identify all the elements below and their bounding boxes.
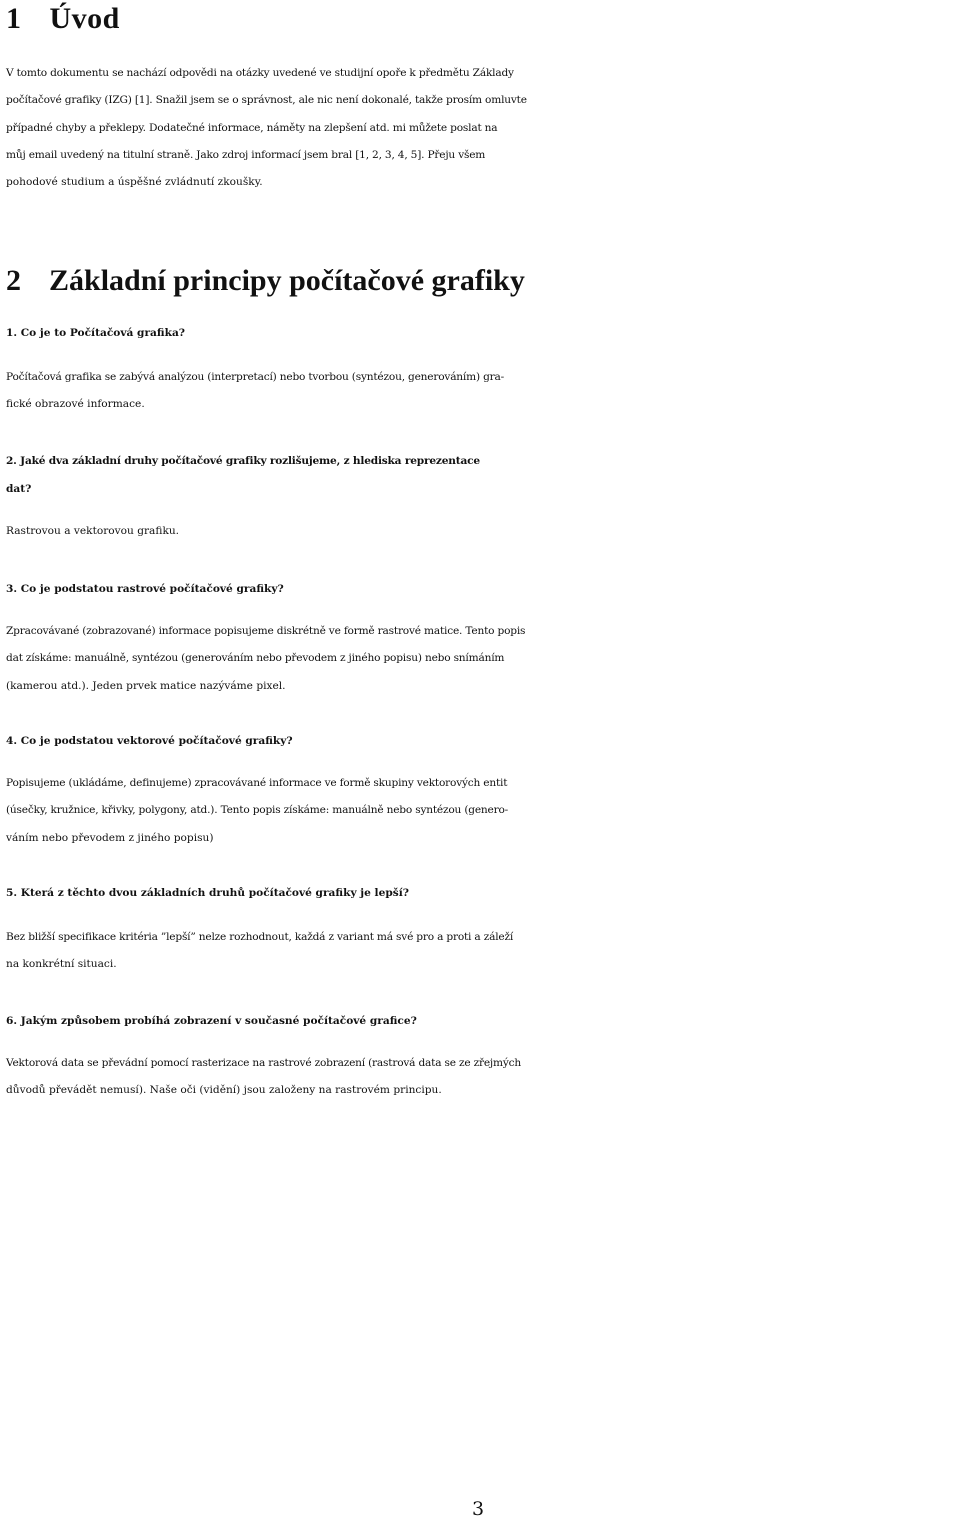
question-5 [6,880,956,908]
answer-line: Bez bližší specifikace kritéria ”lepší” nelze rozhodnout, každá z variant má své pro a proti a záleží [6,931,514,943]
section-2-heading [6,264,525,298]
answer-line: Rastrovou a vektorovou grafiku. [6,525,180,537]
answer-line: váním nebo převodem z jiného popisu) [6,831,214,844]
intro-paragraph [6,60,956,196]
question-2 [6,448,956,503]
answer-line: Počítačová grafika se zabývá analýzou (interpretací) nebo tvorbou (syntézou, generováním) gra- [6,371,505,383]
intro-line: můj email uvedený na titulní straně. Jako zdroj informací jsem bral [1, 2, 3, 4, 5]. Přeju všem [6,148,486,161]
section-1-heading [6,2,120,36]
question-line: 1. Co je to Počítačová grafika? [6,327,186,339]
answer-6 [6,1050,956,1105]
page-number: 3 [472,1498,485,1520]
intro-line: počítačové grafiky (IZG) [1]. Snažil jsem se o správnost, ale nic není dokonalé, takže prosím omluvte [6,94,527,107]
question-1 [6,320,956,348]
answer-5 [6,924,956,979]
answer-line: (kamerou atd.). Jeden prvek matice nazýváme pixel. [6,679,286,692]
intro-line: V tomto dokumentu se nachází odpovědi na otázky uvedené ve studijní opoře k předmětu Základy [6,67,514,79]
question-line: 4. Co je podstatou vektorové počítačové grafiky? [6,735,293,747]
section-1-number: 1 [6,2,22,35]
question-line: 5. Která z těchto dvou základních druhů počítačové grafiky je lepší? [6,887,409,899]
question-line: 3. Co je podstatou rastrové počítačové grafiky? [6,583,284,595]
answer-3 [6,618,956,700]
intro-line: pohodové studium a úspěšné zvládnutí zkoušky. [6,176,263,189]
answer-line: důvodů převádět nemusí). Naše oči (vidění) jsou založeny na rastrovém principu. [6,1084,442,1097]
answer-line: fické obrazové informace. [6,398,145,411]
answer-line: (úsečky, kružnice, křivky, polygony, atd.). Tento popis získáme: manuálně nebo syntézou (genero- [6,804,509,817]
section-2-number: 2 [6,264,21,297]
question-line: dat? [6,482,32,495]
answer-line: Zpracovávané (zobrazované) informace popisujeme diskrétně ve formě rastrové matice. Tento popis [6,625,526,637]
question-3 [6,576,956,604]
intro-line: případné chyby a překlepy. Dodatečné informace, náměty na zlepšení atd. mi můžete poslat na [6,121,498,134]
question-line: 6. Jakým způsobem probíhá zobrazení v současné počítačové grafice? [6,1015,417,1027]
section-2-title: Základní principy počítačové grafiky [49,264,525,297]
section-1-title: Úvod [49,2,120,35]
answer-line: dat získáme: manuálně, syntézou (generováním nebo převodem z jiného popisu) nebo snímáním [6,652,505,665]
question-6 [6,1008,956,1036]
question-4 [6,728,956,756]
answer-1 [6,364,956,419]
answer-4 [6,770,956,852]
question-line: 2. Jaké dva základní druhy počítačové grafiky rozlišujeme, z hlediska reprezentace [6,455,480,467]
answer-2 [6,518,956,545]
answer-line: Popisujeme (ukládáme, definujeme) zpracovávané informace ve formě skupiny vektorových entit [6,777,508,789]
answer-line: na konkrétní situaci. [6,958,117,971]
answer-line: Vektorová data se převádní pomocí rasterizace na rastrové zobrazení (rastrová data se ze zřejmých [6,1057,521,1069]
